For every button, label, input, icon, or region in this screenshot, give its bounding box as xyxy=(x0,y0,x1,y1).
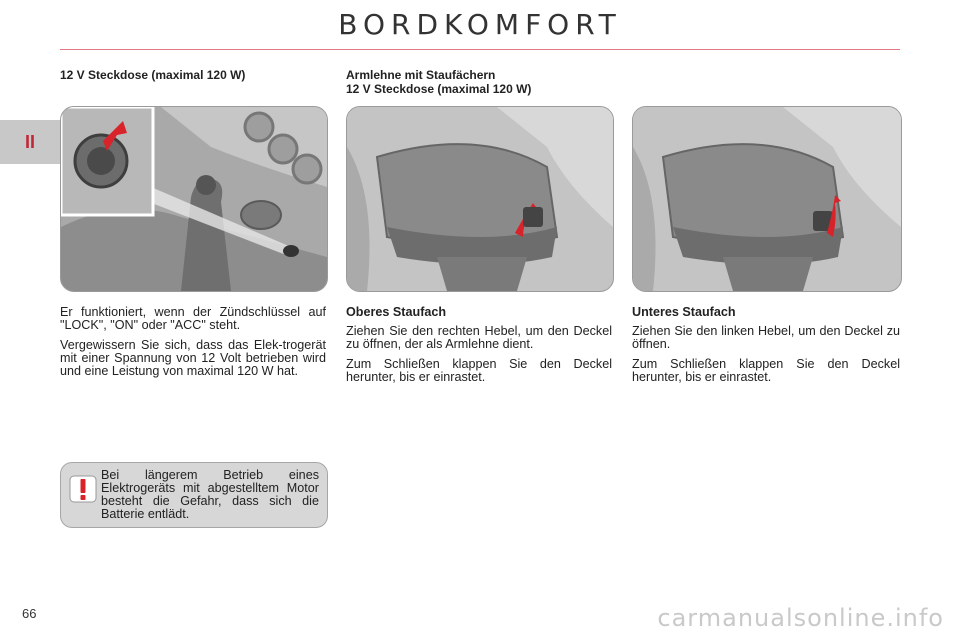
upper-compartment-paragraph: Zum Schließen klappen Sie den Deckel herunter, bis er einrastet. xyxy=(346,357,612,384)
socket-paragraph: Er funktioniert, wenn der Zündschlüssel auf "LOCK", "ON" oder "ACC" steht. xyxy=(60,305,326,332)
armrest-heading-line2: 12 V Steckdose (maximal 120 W) xyxy=(346,82,532,96)
armrest-heading-line1: Armlehne mit Staufächern xyxy=(346,68,496,82)
upper-compartment-paragraph: Ziehen Sie den rechten Hebel, um den Deckel zu öffnen, der als Armlehne dient. xyxy=(346,324,612,351)
upper-compartment-text xyxy=(346,306,612,391)
page-number: 66 xyxy=(22,606,37,621)
lower-compartment-subheading: Unteres Staufach xyxy=(632,305,736,319)
socket-text xyxy=(60,306,326,385)
socket-heading: 12 V Steckdose (maximal 120 W) xyxy=(60,68,246,82)
lower-compartment-photo xyxy=(632,106,902,292)
exclamation-icon xyxy=(69,475,97,503)
socket-paragraph: Vergewissern Sie sich, dass das Elek-trogerät mit einer Spannung von 12 Volt betrieben wird und eine Leistung von maximal 120 W hat. xyxy=(60,338,326,378)
lower-compartment-text xyxy=(632,306,900,391)
warning-box xyxy=(60,462,328,528)
upper-compartment-subheading: Oberes Staufach xyxy=(346,305,447,319)
warning-text: Bei längerem Betrieb eines Elektrogeräts mit abgestelltem Motor besteht die Gefahr, dass sich die Batterie entlädt. xyxy=(101,468,319,521)
chapter-tab xyxy=(0,120,60,164)
title-divider xyxy=(60,49,900,50)
lower-compartment-paragraph: Zum Schließen klappen Sie den Deckel herunter, bis er einrastet. xyxy=(632,357,900,384)
watermark: carmanualsonline.info xyxy=(657,604,944,632)
socket-photo xyxy=(60,106,328,292)
lower-compartment-paragraph: Ziehen Sie den linken Hebel, um den Deckel zu öffnen. xyxy=(632,324,900,351)
armrest-heading xyxy=(346,68,531,96)
chapter-label: II xyxy=(24,131,35,152)
upper-compartment-photo xyxy=(346,106,614,292)
page-title: BORDKOMFORT xyxy=(338,8,622,41)
